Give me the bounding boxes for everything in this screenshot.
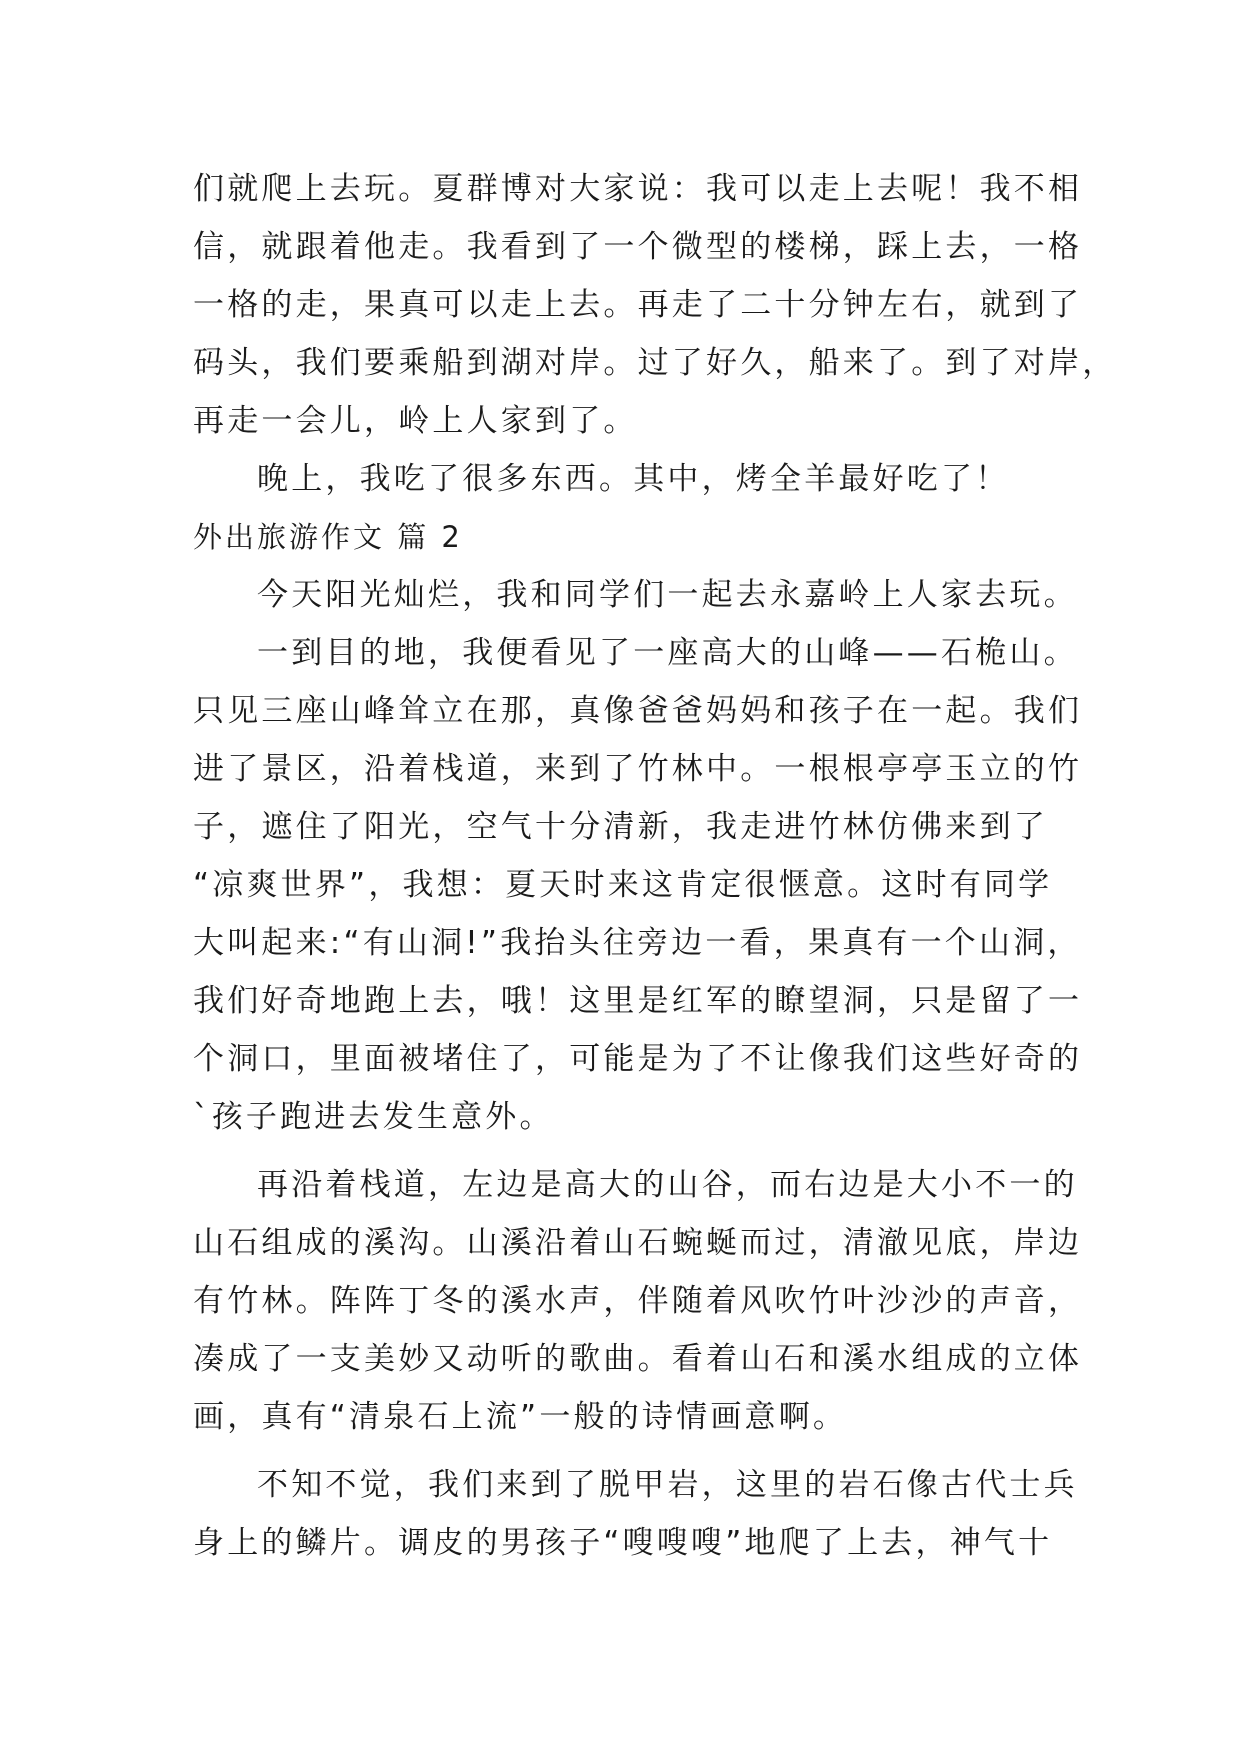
paragraph-evening: 晚上，我吃了很多东西。其中，烤全羊最好吃了！ [257,461,1010,497]
text-line: 身上的鳞片。调皮的男孩子“嗖嗖嗖”地爬了上去，神气十 [193,1525,1053,1561]
text-line: 码头，我们要乘船到湖对岸。过了好久，船来了。到了对岸， [193,345,1117,381]
text-line: 一格的走，果真可以走上去。再走了二十分钟左右，就到了 [193,287,1083,323]
text-line: 子，遮住了阳光，空气十分清新，我走进竹林仿佛来到了 [193,809,1048,845]
section-heading: 外出旅游作文 篇 2 [193,520,463,554]
text-line: 们就爬上去玩。夏群博对大家说：我可以走上去呢！我不相 [193,171,1083,207]
text-line: 信，就跟着他走。我看到了一个微型的楼梯，踩上去，一格 [193,229,1083,265]
text-line: 画，真有“清泉石上流”一般的诗情画意啊。 [193,1399,848,1435]
text-line: 大叫起来:“有山洞!”我抬头往旁边一看，果真有一个山洞， [193,925,1082,961]
text-line: 我们好奇地跑上去，哦！这里是红军的瞭望洞，只是留了一 [193,983,1083,1019]
text-line: 不知不觉，我们来到了脱甲岩，这里的岩石像古代士兵 [257,1467,1078,1503]
text-line: 个洞口，里面被堵住了，可能是为了不让像我们这些好奇的 [193,1041,1083,1077]
text-line: 山石组成的溪沟。山溪沿着山石蜿蜒而过，清澈见底，岸边 [193,1225,1083,1261]
paragraph-stream [193,1156,1083,1446]
text-line: 只见三座山峰耸立在那，真像爸爸妈妈和孩子在一起。我们 [193,693,1083,729]
text-line: 有竹林。阵阵丁冬的溪水声，伴随着风吹竹叶沙沙的声音， [193,1283,1083,1319]
paragraph-rock [193,1456,1078,1572]
paragraph-destination [193,624,1083,1146]
paragraph-spacer [193,1446,1053,1456]
text-line: 进了景区，沿着栈道，来到了竹林中。一根根亭亭玉立的竹 [193,751,1083,787]
text-line: 凑成了一支美妙又动听的歌曲。看着山石和溪水组成的立体 [193,1341,1083,1377]
text-line: `孩子跑进去发生意外。 [193,1099,554,1135]
document-body [193,160,1117,1572]
paragraph-continued [193,160,1117,450]
text-line: 再走一会儿，岭上人家到了。 [193,403,638,439]
paragraph-spacer [193,1146,1053,1156]
text-line: “凉爽世界”，我想：夏天时来这肯定很惬意。这时有同学 [193,867,1053,903]
text-line: 一到目的地，我便看见了一座高大的山峰——石桅山。 [257,635,1078,671]
paragraph-today: 今天阳光灿烂，我和同学们一起去永嘉岭上人家去玩。 [257,577,1078,613]
text-line: 再沿着栈道，左边是高大的山谷，而右边是大小不一的 [257,1167,1078,1203]
